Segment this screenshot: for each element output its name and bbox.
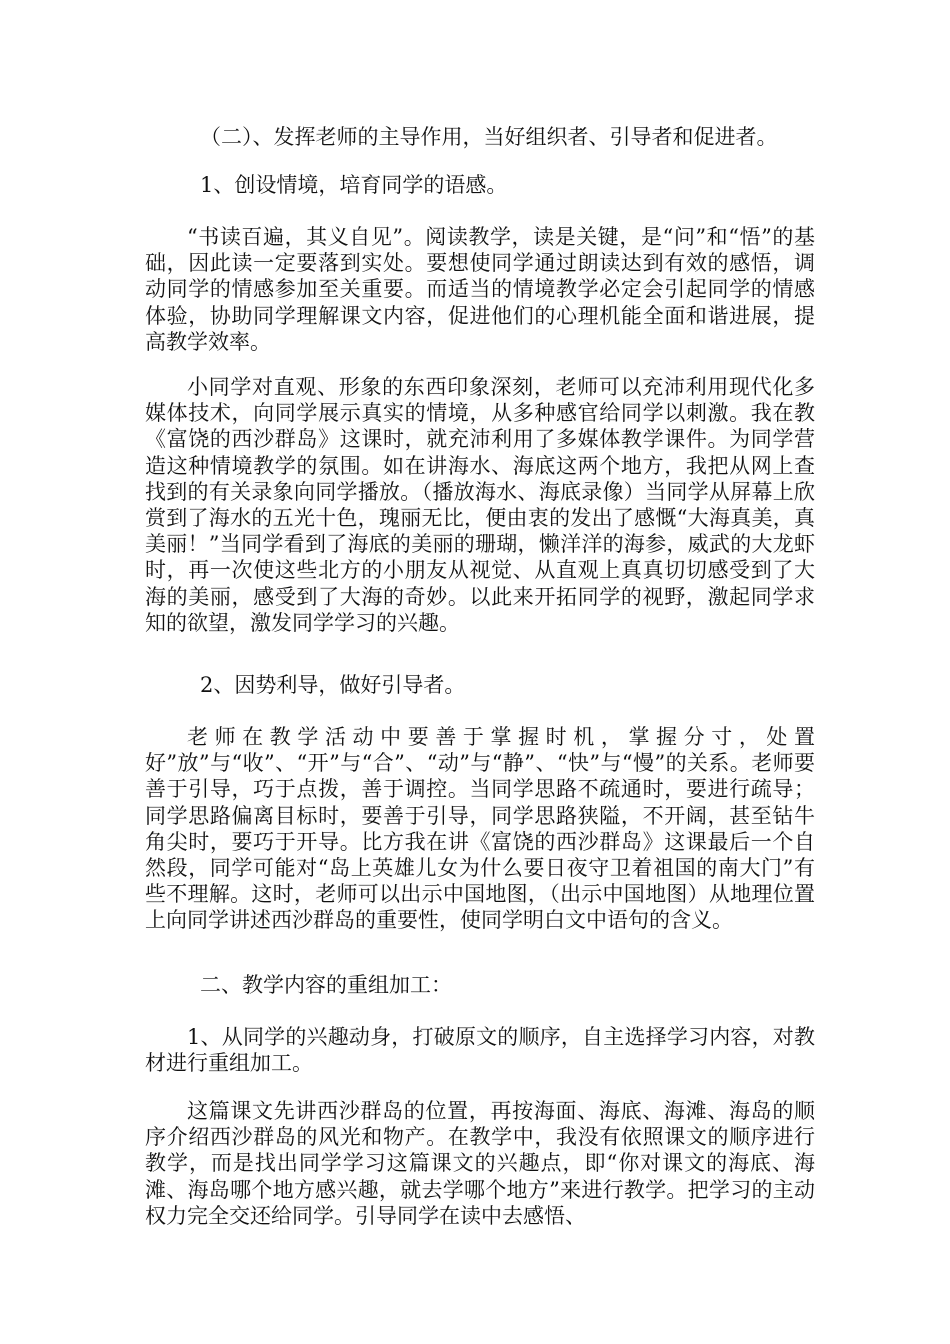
subsection-heading: 1、创设情境，培育同学的语感。 [200, 173, 508, 197]
section-heading: （二）、发挥老师的主导作用，当好组织者、引导者和促进者。 [200, 125, 778, 149]
body-paragraph: 这篇课文先讲西沙群岛的位置，再按海面、海底、海滩、海岛的顺序介绍西沙群岛的风光和物产。在教学中，我没有依照课文的顺序进行教学，而是找出同学学习这篇课文的兴趣点，即“你对课文的海底、海滩、海岛哪个地方感兴趣，就去学哪个地方”来进行教学。把学习的主动权力完全交还给同学。引导同学在读中去感悟、 [145, 1099, 815, 1228]
subsection-heading: 2、因势利导，做好引导者。 [200, 673, 466, 697]
body-paragraph: 老师在教学活动中要善于掌握时机，掌握分寸，处置好”放”与“收”、“开”与“合”、“动”与“静”、“快”与“慢”的关系。老师要善于引导，巧于点拨，善于调控。当同学思路不疏通时，要进行疏导；同学思路偏离目标时，要善于引导，同学思路狭隘，不开阔，甚至钻牛角尖时，要巧于开导。比方我在讲《富饶的西沙群岛》这课最后一个自然段，同学可能对“岛上英雄儿女为什么要日夜守卫着祖国的南大门”有些不理解。这时，老师可以出示中国地图，（出示中国地图）从地理位置上向同学讲述西沙群岛的重要性，使同学明白文中语句的含义。 [145, 725, 815, 933]
body-paragraph: 1、从同学的兴趣动身，打破原文的顺序，自主选择学习内容，对教材进行重组加工。 [145, 1025, 815, 1076]
section-heading: 二、教学内容的重组加工： [200, 973, 452, 997]
body-paragraph: 小同学对直观、形象的东西印象深刻，老师可以充沛利用现代化多媒体技术，向同学展示真实的情境，从多种感官给同学以刺激。我在教《富饶的西沙群岛》这课时，就充沛利用了多媒体教学课件。为同学营造这种情境教学的氛围。如在讲海水、海底这两个地方，我把从网上查找到的有关录象向同学播放。（播放海水、海底录像）当同学从屏幕上欣赏到了海水的五光十色，瑰丽无比，便由衷的发出了感慨“大海真美，真美丽！”当同学看到了海底的美丽的珊瑚，懒洋洋的海参，威武的大龙虾时，再一次使这些北方的小朋友从视觉、从直观上真真切切感受到了大海的美丽，感受到了大海的奇妙。以此来开拓同学的视野，激起同学求知的欲望，激发同学学习的兴趣。 [145, 375, 815, 635]
body-paragraph: “书读百遍，其义自见”。阅读教学，读是关键，是“问”和“悟”的基础，因此读一定要落到实处。要想使同学通过朗读达到有效的感悟，调动同学的情感参加至关重要。而适当的情境教学必定会引起同学的情感体验，协助同学理解课文内容，促进他们的心理机能全面和谐进展，提高教学效率。 [145, 225, 815, 354]
